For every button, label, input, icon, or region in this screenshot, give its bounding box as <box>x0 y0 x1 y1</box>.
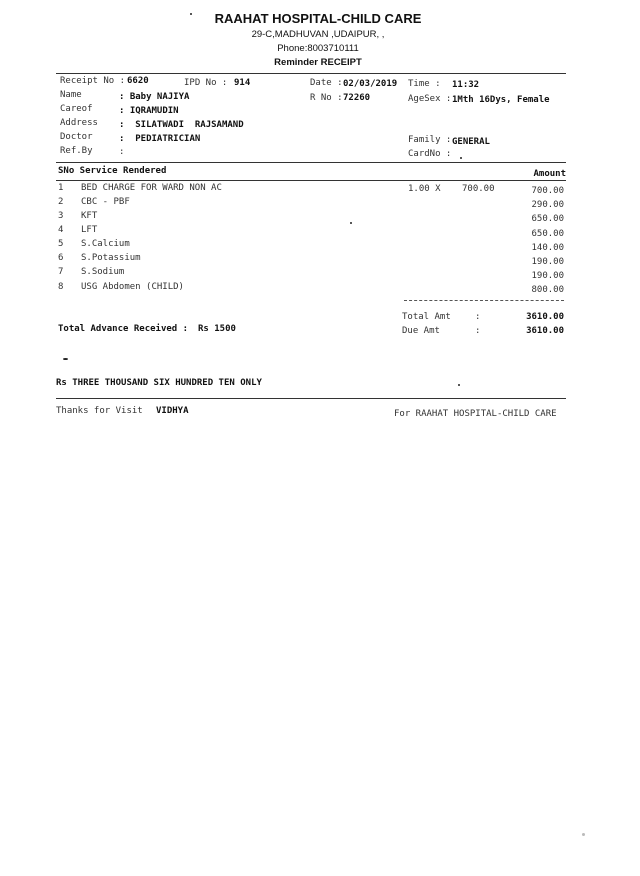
doctor-value: : PEDIATRICIAN <box>119 134 201 144</box>
col-amount: Amount <box>533 169 566 179</box>
advance-value: Rs 1500 <box>198 324 236 334</box>
ipd-no-label: IPD No : <box>184 78 228 88</box>
row-service: S.Sodium <box>81 267 125 277</box>
operator-name: VIDHYA <box>156 406 189 416</box>
total-value: 3610.00 <box>526 312 564 322</box>
row-amount: 290.00 <box>531 200 564 210</box>
row-service: USG Abdomen (CHILD) <box>81 282 184 292</box>
row-sno: 2 <box>58 197 64 207</box>
total-colon: : <box>475 312 481 322</box>
row-sno: 6 <box>58 253 64 263</box>
rno-label: R No : <box>310 93 343 103</box>
hospital-address: 29-C,MADHUVAN ,UDAIPUR, , <box>251 29 385 40</box>
careof-value: : IQRAMUDIN <box>119 106 179 116</box>
family-value: GENERAL <box>452 137 490 147</box>
time-label: Time : <box>408 79 441 89</box>
row-service: BED CHARGE FOR WARD NON AC <box>81 183 222 193</box>
advance-label: Total Advance Received : <box>58 324 189 334</box>
row-sno: 4 <box>58 225 64 235</box>
cardno-label: CardNo : <box>408 149 452 159</box>
receipt-title: Reminder RECEIPT <box>274 57 362 68</box>
row-amount: 190.00 <box>531 271 564 281</box>
row-service: KFT <box>81 211 98 221</box>
row-sno: 3 <box>58 211 64 221</box>
hospital-name: RAAHAT HOSPITAL-CHILD CARE <box>214 11 422 26</box>
family-label: Family : <box>408 135 452 145</box>
address-label: Address <box>60 118 98 128</box>
due-label: Due Amt <box>402 326 440 336</box>
due-value: 3610.00 <box>526 326 564 336</box>
scan-speck <box>458 384 460 386</box>
row-sno: 8 <box>58 282 64 292</box>
total-label: Total Amt <box>402 312 451 322</box>
hospital-phone: Phone:8003710111 <box>277 43 359 54</box>
receipt-no: 6620 <box>127 76 149 86</box>
scan-speck <box>582 833 585 836</box>
col-sno-service: SNo Service Rendered <box>58 166 167 176</box>
row-sno: 7 <box>58 267 64 277</box>
time-value: 11:32 <box>452 80 480 90</box>
footer-rule <box>56 398 566 399</box>
ipd-no: 914 <box>234 78 251 88</box>
name-label: Name <box>60 90 82 100</box>
agesex-label: AgeSex : <box>408 94 452 104</box>
amount-in-words: Rs THREE THOUSAND SIX HUNDRED TEN ONLY <box>56 378 262 388</box>
row-amount: 650.00 <box>531 214 564 224</box>
row-service: S.Calcium <box>81 239 130 249</box>
refby-label: Ref.By <box>60 146 93 156</box>
row-qty: 1.00 X <box>408 184 441 194</box>
row-sno: 5 <box>58 239 64 249</box>
scan-speck <box>63 358 68 360</box>
doctor-label: Doctor <box>60 132 93 142</box>
scan-speck <box>350 222 352 224</box>
scan-speck <box>190 13 192 15</box>
row-rate: 700.00 <box>462 184 495 194</box>
row-amount: 140.00 <box>531 243 564 253</box>
refby-value: : <box>119 147 125 157</box>
careof-label: Careof <box>60 104 93 114</box>
due-colon: : <box>475 326 481 336</box>
row-amount: 190.00 <box>531 257 564 267</box>
row-service: LFT <box>81 225 98 235</box>
row-service: S.Potassium <box>81 253 141 263</box>
for-hospital: For RAAHAT HOSPITAL-CHILD CARE <box>394 409 557 419</box>
thanks-label: Thanks for Visit <box>56 406 143 416</box>
header-rule <box>56 73 566 74</box>
row-sno: 1 <box>58 183 64 193</box>
row-amount: 800.00 <box>531 285 564 295</box>
row-service: CBC - PBF <box>81 197 130 207</box>
table-header-rule <box>56 180 566 181</box>
rno-value: 72260 <box>343 93 371 103</box>
table-top-rule <box>56 162 566 163</box>
date-value: 02/03/2019 <box>343 79 398 89</box>
row-amount: 700.00 <box>531 186 564 196</box>
subtotal-dash <box>404 300 564 301</box>
agesex-value: 1Mth 16Dys, Female <box>452 95 550 105</box>
date-label: Date : <box>310 78 343 88</box>
address-value: : SILATWADI RAJSAMAND <box>119 120 244 130</box>
patient-name: : Baby NAJIYA <box>119 92 190 102</box>
scan-speck <box>460 157 462 159</box>
receipt-no-label: Receipt No : <box>60 76 126 86</box>
row-amount: 650.00 <box>531 229 564 239</box>
